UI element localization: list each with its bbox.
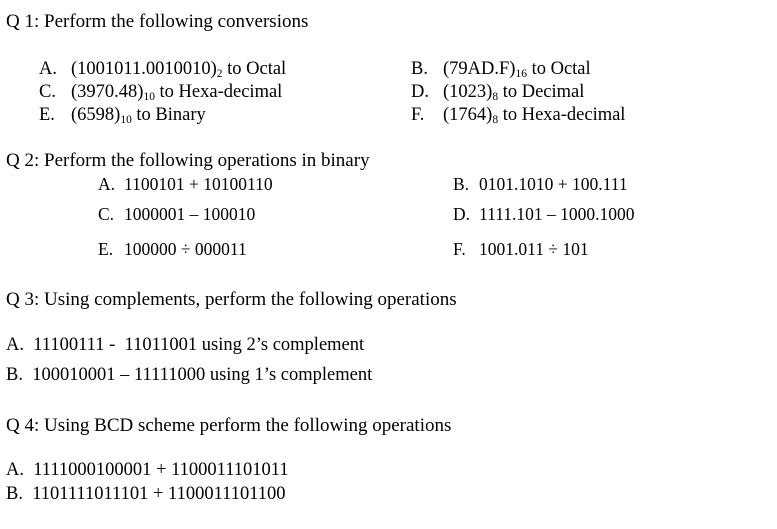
q1-item-f-letter: F.: [411, 105, 425, 125]
q1-item-a: [39, 60, 286, 79]
q1-item-e-value: (6598): [71, 105, 121, 125]
q1-item-f-target: to Hexa-decimal: [498, 105, 626, 125]
q2-item-d-letter: D.: [453, 204, 471, 224]
q1-item-e: [39, 106, 206, 125]
q1-item-d-target: to Decimal: [498, 82, 585, 102]
q1-item-f: [411, 106, 625, 125]
q4-item-b: B. 1101111011101 + 1100011101100: [6, 484, 286, 504]
q1-item-f-base: 8: [492, 113, 499, 126]
q1-item-d-letter: D.: [411, 82, 429, 102]
q1-item-d-value: (1023): [443, 82, 493, 102]
q2-item-c-text: 1000001 – 100010: [124, 204, 256, 224]
q1-item-f-value: (1764): [443, 105, 493, 125]
q2-item-e: [98, 241, 247, 259]
q2-item-b-letter: B.: [453, 174, 470, 194]
q2-item-f-letter: F.: [453, 239, 466, 259]
q4-title: Q 4: Using BCD scheme perform the following operations: [6, 415, 452, 436]
q1-title: Q 1: Perform the following conversions: [6, 11, 309, 32]
q1-item-a-target: to Octal: [222, 59, 287, 79]
q3-item-b: B. 100010001 – 11111000 using 1’s complement: [6, 365, 373, 385]
q1-item-c: [39, 83, 282, 102]
q1-item-e-letter: E.: [39, 105, 55, 125]
q2-item-c-letter: C.: [98, 204, 115, 224]
q1-item-c-target: to Hexa-decimal: [154, 82, 283, 102]
q1-item-b-value: (79AD.F): [443, 59, 516, 79]
q1-item-d-base: 8: [492, 90, 499, 103]
q2-item-f-text: 1001.011 ÷ 101: [479, 239, 589, 259]
q2-item-a-letter: A.: [98, 174, 116, 194]
q1-item-b-base: 16: [515, 67, 527, 80]
q1-item-c-letter: C.: [39, 82, 56, 102]
q1-item-d: [411, 83, 584, 102]
q2-item-b-text: 0101.1010 + 100.111: [479, 174, 628, 194]
q4-item-a: A. 1111000100001 + 1100011101011: [6, 460, 289, 480]
q1-item-a-value: (1001011.0010010): [71, 59, 217, 79]
q1-item-c-base: 10: [143, 90, 155, 103]
q1-item-c-value: (3970.48): [71, 82, 144, 102]
q2-item-a-text: 1100101 + 10100110: [124, 174, 273, 194]
q1-item-b-target: to Octal: [526, 59, 591, 79]
q2-item-c: [98, 206, 255, 224]
q2-item-d: [453, 206, 635, 224]
q2-item-b: [453, 176, 628, 194]
q2-item-d-text: 1111.101 – 1000.1000: [479, 204, 635, 224]
q2-item-e-letter: E.: [98, 239, 114, 259]
q2-title: Q 2: Perform the following operations in binary: [6, 150, 370, 171]
q1-item-b-letter: B.: [411, 59, 428, 79]
q1-item-a-base: 2: [216, 67, 223, 80]
q1-item-e-base: 10: [120, 113, 132, 126]
q1-item-b: [411, 60, 591, 79]
q2-item-e-text: 100000 ÷ 000011: [124, 239, 247, 259]
q1-item-e-target: to Binary: [131, 105, 206, 125]
q2-item-f: [453, 241, 589, 259]
q3-title: Q 3: Using complements, perform the following operations: [6, 289, 457, 310]
q1-item-a-letter: A.: [39, 59, 57, 79]
q3-item-a: A. 11100111 - 11011001 using 2’s complement: [6, 335, 365, 355]
q2-item-a: [98, 176, 273, 194]
